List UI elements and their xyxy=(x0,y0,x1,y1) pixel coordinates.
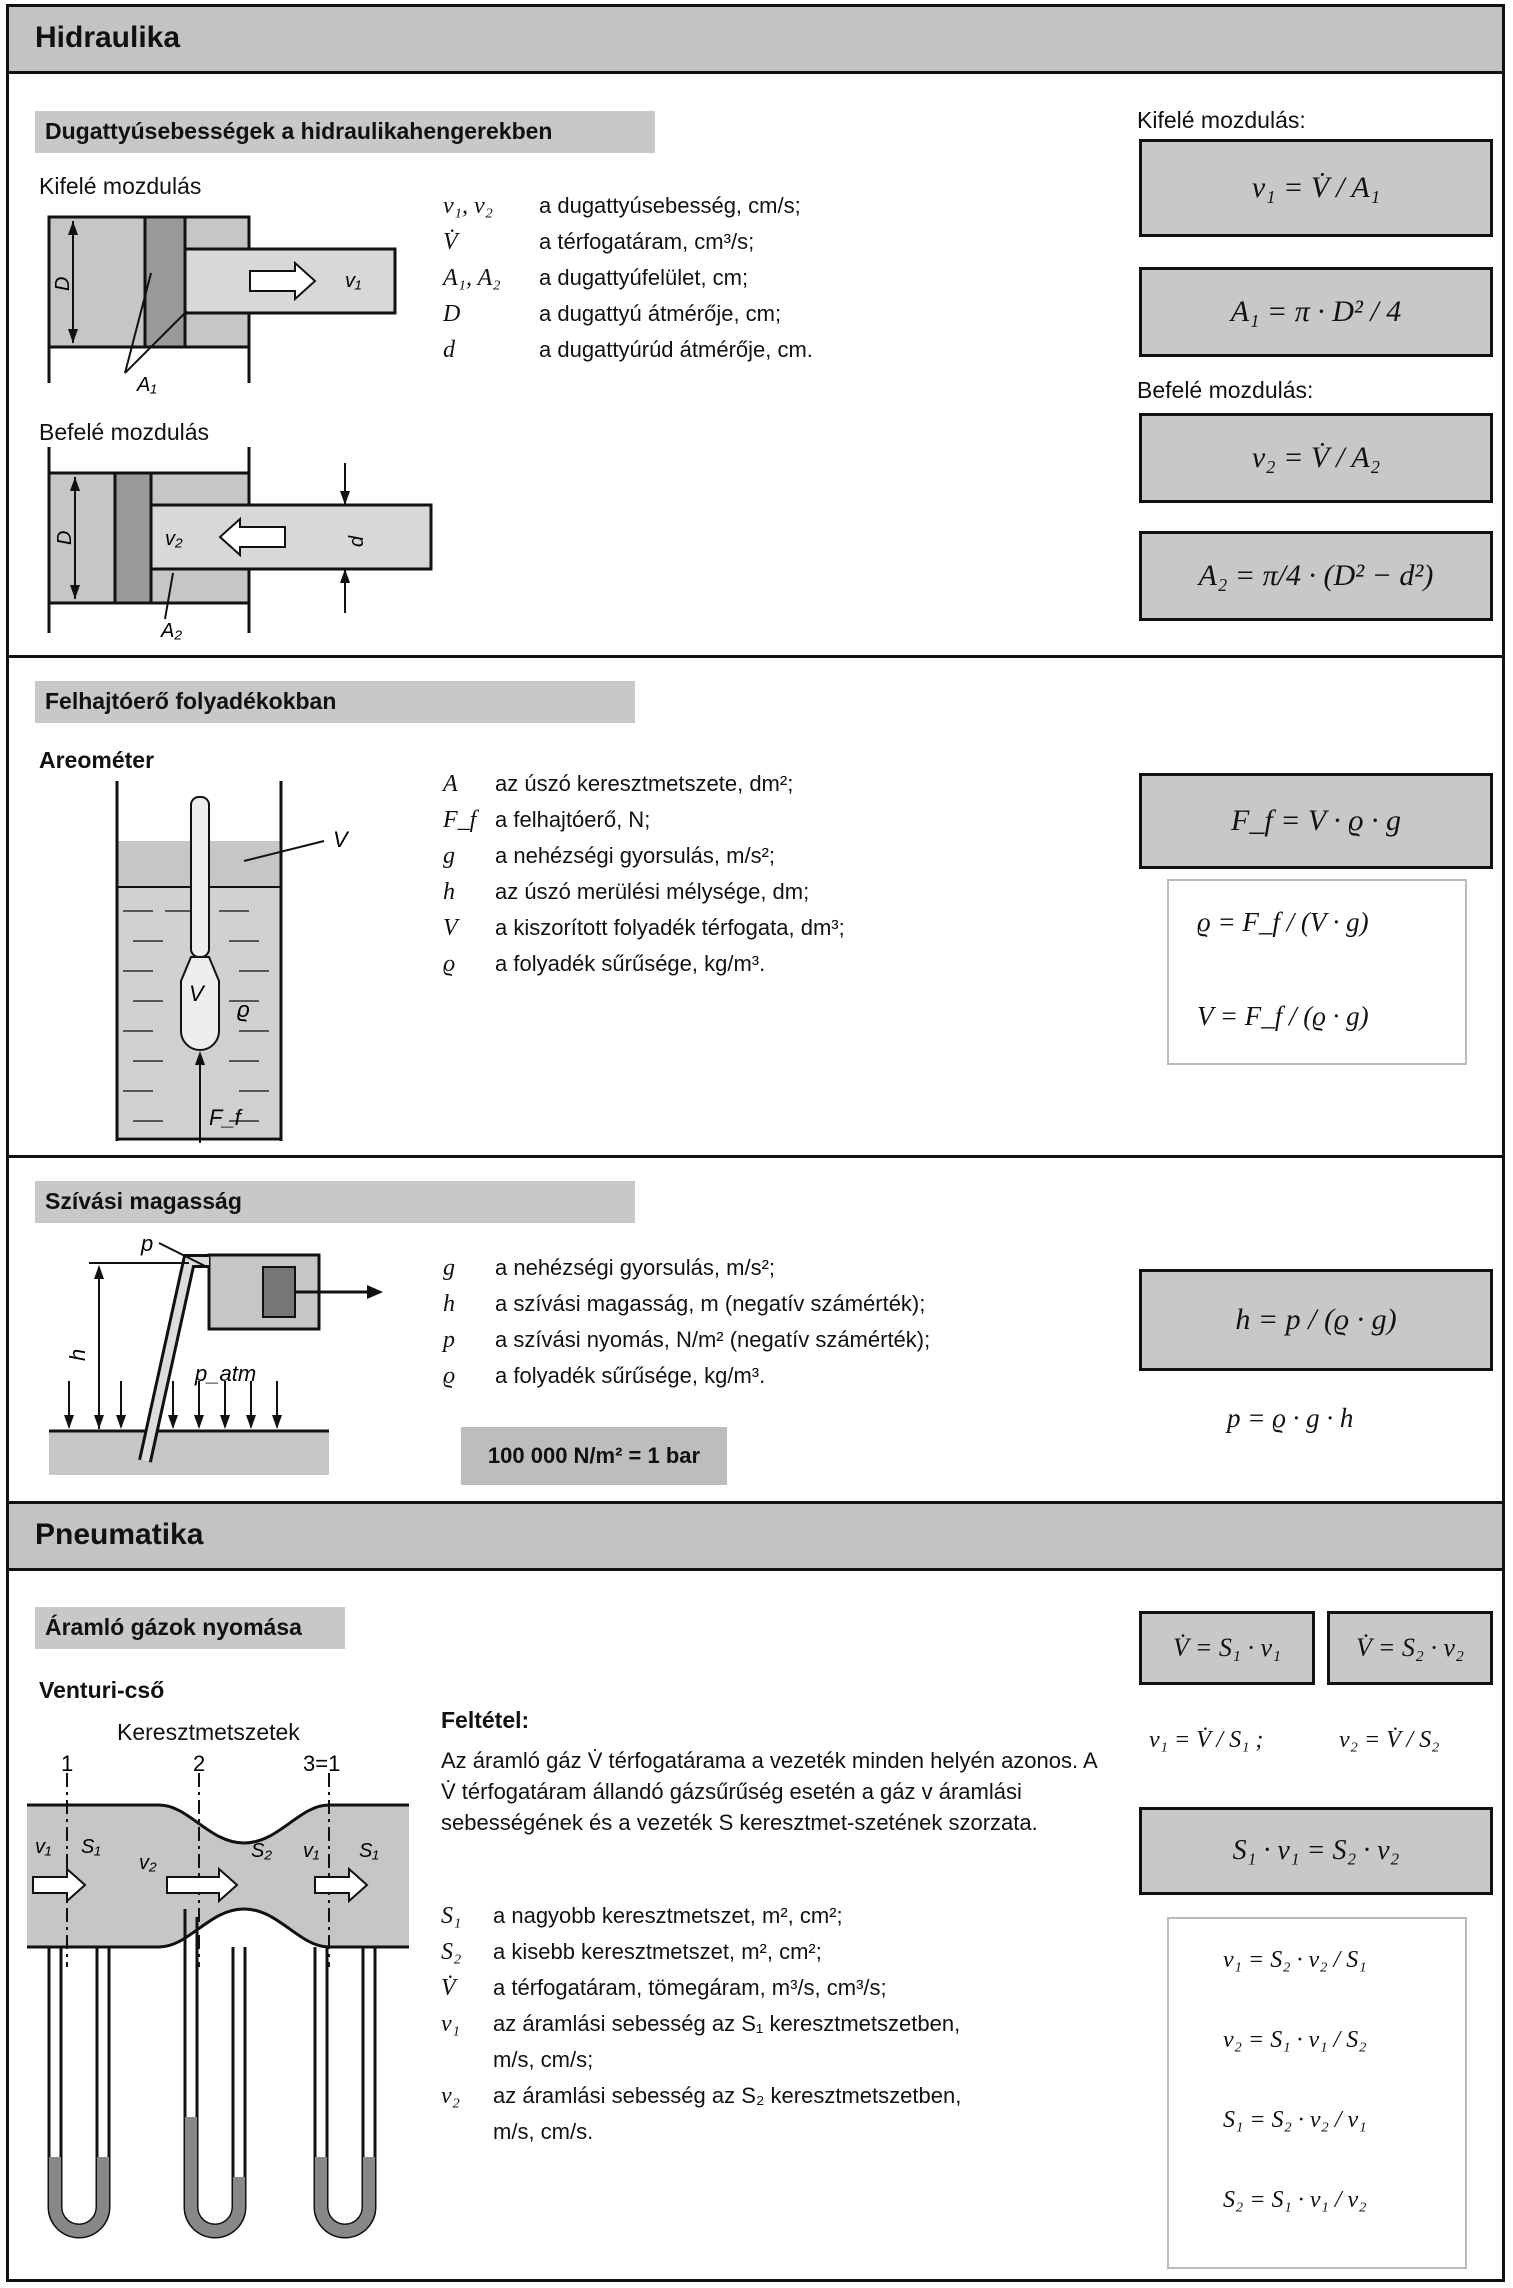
legend-sym: D xyxy=(443,301,461,327)
formula-v2-solve: v₂ = S₁ · v₁ / S₂ xyxy=(1223,2027,1367,2053)
diagram-label-d: d xyxy=(346,535,368,547)
section-title-felhajto: Felhajtóerő folyadékokban xyxy=(45,688,337,714)
position-1: 1 xyxy=(61,1751,74,1776)
formula-S2-solve: S₂ = S₁ · v₁ / v₂ xyxy=(1223,2187,1367,2213)
legend-text: a nehézségi gyorsulás, m/s²; xyxy=(495,843,776,868)
subtitle-areometer: Areométer xyxy=(39,747,155,773)
legend-text: a kisebb keresztmetszet, m², cm²; xyxy=(493,1939,822,1964)
formula-v2-ratio: v₂ = V̇ / S₂ xyxy=(1339,1727,1440,1753)
legend-sym: g xyxy=(443,843,455,869)
legend-text: a szívási magasság, m (negatív számérték); xyxy=(495,1291,926,1316)
legend-sym: v₁ xyxy=(441,2011,460,2037)
unit-note: 100 000 N/m² = 1 bar xyxy=(461,1427,727,1485)
legend-dugattyu xyxy=(443,193,1043,373)
position-2: 2 xyxy=(193,1751,206,1776)
diagram-label-rho: ϱ xyxy=(237,997,250,1022)
legend-text: a térfogatáram, cm³/s; xyxy=(539,229,755,254)
legend-aramlo xyxy=(441,1903,1101,2155)
legend-sym: p xyxy=(443,1327,455,1353)
label-out-motion-right: Kifelé mozdulás: xyxy=(1137,107,1306,133)
formula-V-S1: V̇ = S₁ · v₁ xyxy=(1139,1611,1315,1685)
legend-text: a dugattyúsebesség, cm/s; xyxy=(539,193,801,218)
formula-p: p = ϱ · g · h xyxy=(1227,1403,1354,1433)
section-header-felhajto xyxy=(35,681,635,723)
venturi-label-S1b: S₁ xyxy=(359,1840,379,1862)
section-header-aramlo xyxy=(35,1607,345,1649)
formula-S1-solve: S₁ = S₂ · v₂ / v₁ xyxy=(1223,2107,1367,2133)
legend-text: a nagyobb keresztmetszet, m², cm²; xyxy=(493,1903,843,1928)
position-3: 3=1 xyxy=(303,1751,341,1776)
legend-sym: g xyxy=(443,1255,455,1281)
section-header-dugattyu xyxy=(35,111,655,153)
legend-sym: S₂ xyxy=(441,1939,462,1965)
formula-h: h = p / (ϱ · g) xyxy=(1139,1269,1493,1371)
legend-sym: F_f xyxy=(443,807,477,833)
label-in-motion: Befelé mozdulás xyxy=(39,419,210,445)
legend-text: a szívási nyomás, N/m² (negatív számérték); xyxy=(495,1327,931,1352)
legend-text: a folyadék sűrűsége, kg/m³. xyxy=(495,1363,766,1388)
formula-continuity: S₁ · v₁ = S₂ · v₂ xyxy=(1139,1807,1493,1895)
legend-text: a felhajtóerő, N; xyxy=(495,807,651,832)
condition-text: Az áramló gáz V̇ térfogatárama a vezeték minden helyén azonos. A V̇ térfogatáram állandó gázsűrűség esetén a gáz v áramlási sebességének és a vezeték S keresztmet-szetének szorzata. xyxy=(441,1748,1097,1835)
label-in-motion-right: Befelé mozdulás: xyxy=(1137,377,1314,403)
venturi-label-S2: S₂ xyxy=(251,1840,272,1862)
section-bar-pneumatika xyxy=(9,1504,1502,1571)
diagram-label-D1: D xyxy=(52,276,74,291)
formula-V: V = F_f / (ϱ · g) xyxy=(1197,1001,1369,1031)
diagram-label-v2: v₂ xyxy=(165,528,183,550)
legend-text: m/s, cm/s. xyxy=(493,2119,594,2144)
legend-text: m/s, cm/s; xyxy=(493,2047,594,2072)
diagram-label-h: h xyxy=(65,1348,90,1361)
formula-A1: A₁ = π · D² / 4 xyxy=(1139,267,1493,357)
venturi-label-S1: S₁ xyxy=(81,1836,101,1858)
legend-sym: A₁, A₂ xyxy=(443,265,501,291)
legend-sym: S₁ xyxy=(441,1903,462,1929)
legend-sym: V̇ xyxy=(441,1975,456,2001)
legend-text: a dugattyúfelület, cm; xyxy=(539,265,749,290)
diagram-label-V-inner: V xyxy=(189,981,204,1006)
subtitle-venturi: Venturi-cső xyxy=(39,1677,165,1703)
section-title-aramlo: Áramló gázok nyomása xyxy=(45,1614,302,1640)
diagram-label-patm: p_atm xyxy=(195,1361,257,1386)
venturi-label-v1b: v₁ xyxy=(303,1840,320,1862)
section-title-szivasi: Szívási magasság xyxy=(45,1188,242,1214)
venturi-label-v1: v₁ xyxy=(35,1836,52,1858)
section-title-pneumatika: Pneumatika xyxy=(35,1518,204,1551)
formula-A2: A₂ = π/4 · (D² − d²) xyxy=(1139,531,1493,621)
legend-text: az úszó keresztmetszete, dm²; xyxy=(495,771,794,796)
legend-sym: v₂ xyxy=(441,2083,460,2109)
venturi-label-v2: v₂ xyxy=(139,1852,157,1874)
diagram-label-Ff: F_f xyxy=(209,1105,241,1130)
legend-text: az áramlási sebesség az S₂ keresztmetszetben, xyxy=(493,2083,962,2108)
diagram-title: Keresztmetszetek xyxy=(117,1719,300,1745)
diagram-label-D2: D xyxy=(54,530,76,545)
divider xyxy=(9,1155,1502,1158)
areometer-diagram xyxy=(109,781,429,1151)
legend-text: a dugattyúrúd átmérője, cm. xyxy=(539,337,813,362)
legend-text: a kiszorított folyadék térfogata, dm³; xyxy=(495,915,845,940)
legend-text: az áramlási sebesség az S₁ keresztmetszetben, xyxy=(493,2011,961,2036)
condition-title: Feltétel: xyxy=(441,1707,530,1733)
legend-text: az úszó merülési mélysége, dm; xyxy=(495,879,810,904)
legend-sym: h xyxy=(443,879,455,905)
formula-v1: v₁ = V̇ / A₁ xyxy=(1139,139,1493,237)
suction-height-diagram xyxy=(49,1231,409,1481)
legend-text: a dugattyú átmérője, cm; xyxy=(539,301,782,326)
formula-Ff: F_f = V · ϱ · g xyxy=(1139,773,1493,869)
legend-sym: V xyxy=(443,915,458,941)
legend-sym: v₁, v₂ xyxy=(443,193,493,219)
legend-sym: A xyxy=(443,771,458,797)
legend-sym: ϱ xyxy=(443,951,456,977)
label-out-motion: Kifelé mozdulás xyxy=(39,173,202,199)
cylinder-out-diagram xyxy=(45,213,405,396)
formula-v1-solve: v₁ = S₂ · v₂ / S₁ xyxy=(1223,1947,1367,1973)
section-title-dugattyu: Dugattyúsebességek a hidraulikahengerekben xyxy=(45,118,553,144)
formula-V-S2: V̇ = S₂ · v₂ xyxy=(1327,1611,1493,1685)
diagram-label-p: p xyxy=(141,1231,154,1256)
legend-text: a nehézségi gyorsulás, m/s²; xyxy=(495,1255,776,1280)
legend-text: a térfogatáram, tömegáram, m³/s, cm³/s; xyxy=(493,1975,887,2000)
diagram-label-V: V xyxy=(333,827,348,852)
formula-rho: ϱ = F_f / (V · g) xyxy=(1197,907,1369,937)
legend-sym: h xyxy=(443,1291,455,1317)
legend-szivasi xyxy=(443,1255,1083,1399)
legend-text: a folyadék sűrűsége, kg/m³. xyxy=(495,951,766,976)
legend-sym: d xyxy=(443,337,455,363)
divider xyxy=(9,655,1502,658)
formula-v1-ratio: v₁ = V̇ / S₁ ; xyxy=(1149,1727,1264,1753)
cylinder-in-diagram xyxy=(45,443,405,642)
legend-sym: ϱ xyxy=(443,1363,456,1389)
formula-v2: v₂ = V̇ / A₂ xyxy=(1139,413,1493,503)
legend-sym: V̇ xyxy=(443,229,458,255)
diagram-label-A2: A₂ xyxy=(161,620,182,642)
diagram-label-v1: v₁ xyxy=(345,270,362,292)
section-header-szivasi xyxy=(35,1181,635,1223)
legend-felhajto xyxy=(443,771,1043,987)
formula-sheet-page xyxy=(6,4,1505,2282)
diagram-label-A1: A₁ xyxy=(137,374,157,396)
venturi-diagram xyxy=(19,1751,419,2277)
section-bar-hidraulika xyxy=(9,7,1502,74)
section-title-hidraulika: Hidraulika xyxy=(35,21,181,54)
